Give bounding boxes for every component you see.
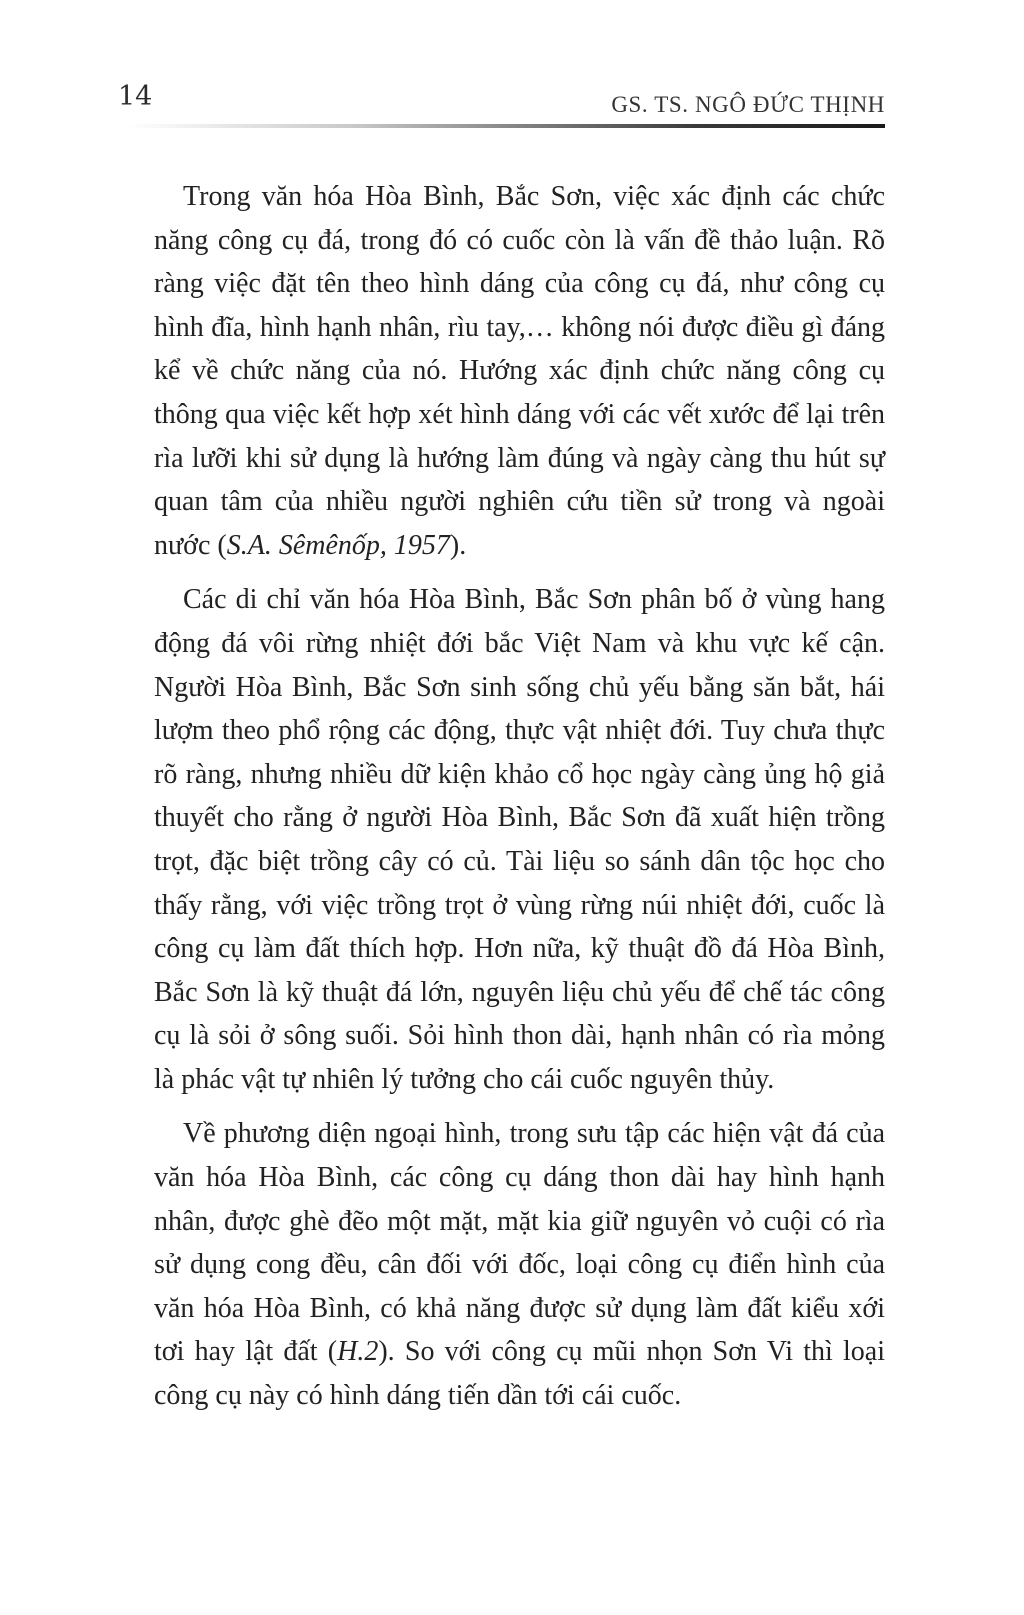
paragraph-3-citation: H.2 [337, 1336, 379, 1368]
paragraph-3 [154, 1112, 885, 1417]
paragraph-1 [154, 175, 885, 567]
paragraph-1-text: Trong văn hóa Hòa Bình, Bắc Sơn, việc xác định các chức năng công cụ đá, trong đó có cuốc còn là vấn đề thảo luận. Rõ ràng việc đặt tên theo hình dáng của công cụ đá, như công cụ hình đĩa, hình hạnh nhân, rìu tay,… không nói được điều gì đáng kể về chức năng của nó. Hướng xác định chức năng công cụ thông qua việc kết hợp xét hình dáng với các vết xước để lại trên rìa lưỡi khi sử dụng là hướng làm đúng và ngày càng thu hút sự quan tâm của nhiều người nghiên cứu tiền sử trong và ngoài nước ( [154, 181, 885, 561]
paragraph-3-after: ). So với công cụ mũi nhọn Sơn Vi thì loại công cụ này có hình dáng tiến dần tới cái cuốc. [154, 1336, 886, 1412]
paragraph-1-citation: S.A. Sêmênốp, 1957 [226, 529, 450, 561]
header-rule [128, 124, 885, 128]
paragraph-1-after: ). [449, 529, 467, 561]
body-text [154, 175, 885, 1429]
running-header-title: GS. TS. NGÔ ĐỨC THỊNH [611, 92, 885, 117]
paragraph-3-text: Về phương diện ngoại hình, trong sưu tập các hiện vật đá của văn hóa Hòa Bình, các công cụ dáng thon dài hay hình hạnh nhân, được ghè đẽo một mặt, mặt kia giữ nguyên vỏ cuội có rìa sử dụng cong đều, cân đối với đốc, loại công cụ điển hình của văn hóa Hòa Bình, có khả năng được sử dụng làm đất kiểu xới tơi hay lật đất ( [154, 1118, 885, 1368]
paragraph-2-text: Các di chỉ văn hóa Hòa Bình, Bắc Sơn phân bố ở vùng hang động đá vôi rừng nhiệt đới bắc Việt Nam và khu vực kế cận. Người Hòa Bình, Bắc Sơn sinh sống chủ yếu bằng săn bắt, hái lượm theo phổ rộng các động, thực vật nhiệt đới. Tuy chưa thực rõ ràng, nhưng nhiều dữ kiện khảo cổ học ngày càng ủng hộ giả thuyết cho rằng ở người Hòa Bình, Bắc Sơn đã xuất hiện trồng trọt, đặc biệt trồng cây có củ. Tài liệu so sánh dân tộc học cho thấy rằng, với việc trồng trọt ở vùng rừng núi nhiệt đới, cuốc là công cụ làm đất thích hợp. Hơn nữa, kỹ thuật đồ đá Hòa Bình, Bắc Sơn là kỹ thuật đá lớn, nguyên liệu chủ yếu để chế tác công cụ là sỏi ở sông suối. Sỏi hình thon dài, hạnh nhân có rìa mỏng là phác vật tự nhiên lý tưởng cho cái cuốc nguyên thủy. [154, 584, 885, 1095]
page-number: 14 [118, 81, 153, 112]
paragraph-2 [154, 578, 885, 1101]
